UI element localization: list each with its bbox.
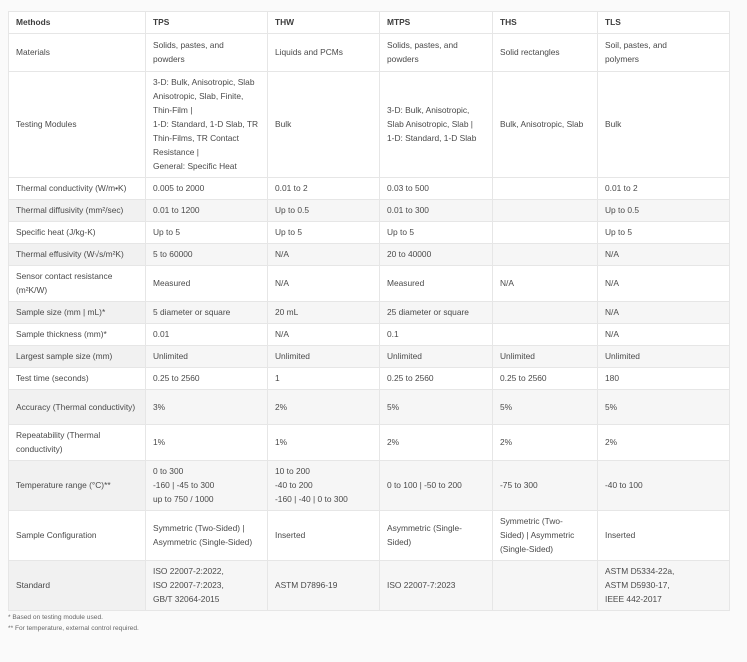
cell-line: 0.01 to 2 (605, 183, 638, 193)
cell-line: N/A (605, 249, 619, 259)
row-label: Thermal diffusivity (mm²/sec) (9, 200, 146, 222)
cell-tls (598, 200, 730, 222)
cell-line: Symmetric (Two- (500, 516, 563, 526)
cell-line: 1-D: Standard, 1-D Slab (387, 133, 477, 143)
cell-line: Sided) (387, 537, 412, 547)
cell-ths (493, 368, 598, 390)
table-row (9, 425, 730, 461)
cell-line: -40 to 200 (275, 480, 313, 490)
cell-line: Unlimited (387, 351, 422, 361)
cell-thw (268, 302, 380, 324)
cell-line: Unlimited (500, 351, 535, 361)
cell-mtps (380, 511, 493, 561)
cell-tps (146, 72, 268, 178)
table-row (9, 561, 730, 611)
cell-line: N/A (500, 278, 514, 288)
cell-ths (493, 561, 598, 611)
cell-tls (598, 244, 730, 266)
cell-ths (493, 200, 598, 222)
cell-tps (146, 561, 268, 611)
cell-line: 5 diameter or square (153, 307, 231, 317)
header-tps: TPS (146, 12, 268, 34)
cell-line: 25 diameter or square (387, 307, 469, 317)
table-row (9, 461, 730, 511)
cell-tps (146, 302, 268, 324)
cell-line: 2% (387, 437, 400, 447)
cell-line: 1% (153, 437, 166, 447)
cell-line: 0.01 to 1200 (153, 205, 200, 215)
cell-mtps (380, 266, 493, 302)
cell-ths (493, 324, 598, 346)
cell-line: powders (153, 54, 185, 64)
cell-line: Up to 5 (153, 227, 181, 237)
cell-ths (493, 72, 598, 178)
methods-comparison-table (8, 11, 730, 611)
cell-line: 3-D: Bulk, Anisotropic, Slab (153, 77, 255, 87)
table-row (9, 178, 730, 200)
cell-line: 1% (275, 437, 288, 447)
cell-tls (598, 461, 730, 511)
cell-line: 20 mL (275, 307, 299, 317)
cell-line: ISO 22007-7:2023, (153, 580, 224, 590)
cell-line: Solids, pastes, and (153, 40, 224, 50)
cell-mtps (380, 200, 493, 222)
table-row (9, 200, 730, 222)
cell-tls (598, 425, 730, 461)
table-row (9, 72, 730, 178)
cell-mtps (380, 302, 493, 324)
cell-line: 0.03 to 500 (387, 183, 429, 193)
cell-tls (598, 368, 730, 390)
row-label: Repeatability (Thermal conductivity) (9, 425, 146, 461)
row-label: Sample Configuration (9, 511, 146, 561)
cell-line: 3-D: Bulk, Anisotropic, (387, 105, 470, 115)
cell-tps (146, 178, 268, 200)
cell-line: 2% (275, 401, 288, 412)
cell-line: 1 (275, 373, 280, 383)
cell-line: Bulk (275, 119, 292, 129)
cell-tls (598, 302, 730, 324)
table-row (9, 511, 730, 561)
cell-line: N/A (605, 278, 619, 288)
cell-tps (146, 266, 268, 302)
cell-mtps (380, 222, 493, 244)
cell-tls (598, 561, 730, 611)
cell-line: Sided) | Asymmetric (500, 530, 575, 540)
header-ths: THS (493, 12, 598, 34)
cell-line: 0.01 to 300 (387, 205, 429, 215)
cell-ths (493, 425, 598, 461)
cell-ths (493, 178, 598, 200)
cell-thw (268, 368, 380, 390)
cell-line: N/A (275, 329, 289, 339)
row-label: Sample size (mm | mL)* (9, 302, 146, 324)
row-label: Standard (9, 561, 146, 611)
cell-line: N/A (275, 278, 289, 288)
cell-line: 0.25 to 2560 (387, 373, 434, 383)
cell-line: Measured (387, 278, 425, 288)
cell-tls (598, 346, 730, 368)
cell-thw (268, 266, 380, 302)
cell-tps (146, 390, 268, 425)
cell-line: Up to 0.5 (275, 205, 309, 215)
cell-line: -160 | -45 to 300 (153, 480, 215, 490)
cell-line: 0 to 300 (153, 466, 184, 476)
comparison-table-container (8, 11, 729, 611)
cell-tps (146, 368, 268, 390)
cell-line: Asymmetric (Single- (387, 523, 462, 533)
cell-ths (493, 390, 598, 425)
cell-line: 5% (500, 401, 513, 412)
cell-tps (146, 346, 268, 368)
cell-line: Slab Anisotropic, Slab | (387, 119, 473, 129)
cell-tps (146, 511, 268, 561)
cell-thw (268, 200, 380, 222)
row-label: Thermal conductivity (W/m•K) (9, 178, 146, 200)
cell-thw (268, 561, 380, 611)
header-row (9, 12, 730, 34)
cell-mtps (380, 390, 493, 425)
cell-line: Anisotropic, Slab, Finite, (153, 91, 244, 101)
cell-line: Unlimited (153, 351, 188, 361)
cell-line: -160 | -40 | 0 to 300 (275, 494, 348, 504)
table-row (9, 34, 730, 72)
cell-thw (268, 34, 380, 72)
cell-tls (598, 324, 730, 346)
cell-line: Bulk, Anisotropic, Slab (500, 119, 584, 129)
table-row (9, 222, 730, 244)
cell-line: ISO 22007-2:2022, (153, 566, 224, 576)
row-label: Sample thickness (mm)* (9, 324, 146, 346)
cell-line: Symmetric (Two-Sided) | (153, 523, 245, 533)
cell-mtps (380, 561, 493, 611)
cell-thw (268, 72, 380, 178)
cell-mtps (380, 425, 493, 461)
cell-mtps (380, 368, 493, 390)
cell-ths (493, 511, 598, 561)
cell-tls (598, 266, 730, 302)
cell-line: Unlimited (605, 351, 640, 361)
cell-line: ISO 22007-7:2023 (387, 580, 456, 590)
cell-line: General: Specific Heat (153, 161, 237, 171)
cell-thw (268, 222, 380, 244)
cell-thw (268, 511, 380, 561)
cell-line: 20 to 40000 (387, 249, 432, 259)
header-mtps: MTPS (380, 12, 493, 34)
cell-ths (493, 222, 598, 244)
cell-thw (268, 461, 380, 511)
cell-line: ASTM D5930-17, (605, 580, 670, 590)
cell-mtps (380, 72, 493, 178)
cell-tps (146, 324, 268, 346)
cell-line: 5% (387, 401, 400, 412)
row-label: Materials (9, 34, 146, 72)
row-label: Sensor contact resistance (m²K/W) (9, 266, 146, 302)
cell-line: ASTM D7896-19 (275, 580, 338, 590)
cell-ths (493, 266, 598, 302)
cell-line: Resistance | (153, 147, 199, 157)
cell-line: 0.005 to 2000 (153, 183, 205, 193)
cell-mtps (380, 244, 493, 266)
cell-line: Solid rectangles (500, 47, 560, 57)
cell-tls (598, 178, 730, 200)
cell-tps (146, 34, 268, 72)
cell-thw (268, 346, 380, 368)
table-row (9, 302, 730, 324)
row-label: Thermal effusivity (W√s/m²K) (9, 244, 146, 266)
cell-line: Thin-Films, TR Contact (153, 133, 239, 143)
cell-tls (598, 390, 730, 425)
row-label: Test time (seconds) (9, 368, 146, 390)
cell-tls (598, 34, 730, 72)
cell-line: Up to 5 (605, 227, 633, 237)
cell-line: 0 to 100 | -50 to 200 (387, 480, 462, 490)
cell-tps (146, 461, 268, 511)
cell-line: 2% (605, 437, 618, 447)
cell-ths (493, 461, 598, 511)
cell-line: 2% (500, 437, 513, 447)
cell-mtps (380, 324, 493, 346)
cell-line: Solids, pastes, and (387, 40, 458, 50)
header-thw: THW (268, 12, 380, 34)
cell-line: -40 to 100 (605, 480, 643, 490)
row-label: Largest sample size (mm) (9, 346, 146, 368)
cell-thw (268, 425, 380, 461)
cell-line: -75 to 300 (500, 480, 538, 490)
cell-line: IEEE 442-2017 (605, 594, 662, 604)
cell-line: 0.01 (153, 329, 170, 339)
table-row (9, 346, 730, 368)
footnote-temperature: ** For temperature, external control required. (8, 625, 139, 632)
cell-tls (598, 72, 730, 178)
cell-line: powders (387, 54, 419, 64)
cell-line: Up to 5 (387, 227, 415, 237)
cell-line: N/A (275, 249, 289, 259)
row-label: Specific heat (J/kg-K) (9, 222, 146, 244)
cell-mtps (380, 178, 493, 200)
table-row (9, 324, 730, 346)
cell-thw (268, 390, 380, 425)
cell-line: Up to 5 (275, 227, 303, 237)
cell-mtps (380, 461, 493, 511)
table-row (9, 266, 730, 302)
cell-line: 0.01 to 2 (275, 183, 308, 193)
cell-line: Asymmetric (Single-Sided) (153, 537, 253, 547)
cell-tls (598, 511, 730, 561)
cell-line: Liquids and PCMs (275, 47, 343, 57)
cell-line: 0.25 to 2560 (500, 373, 547, 383)
cell-ths (493, 34, 598, 72)
table-row (9, 368, 730, 390)
footnote-sample: * Based on testing module used. (8, 614, 103, 621)
cell-line: 10 to 200 (275, 466, 310, 476)
cell-line: 0.1 (387, 329, 399, 339)
cell-line: Bulk (605, 119, 622, 129)
header-tls: TLS (598, 12, 730, 34)
cell-line: Thin-Film | (153, 105, 193, 115)
cell-ths (493, 346, 598, 368)
cell-tps (146, 425, 268, 461)
row-label: Temperature range (°C)** (9, 461, 146, 511)
cell-line: ASTM D5334-22a, (605, 566, 675, 576)
cell-thw (268, 244, 380, 266)
cell-ths (493, 302, 598, 324)
cell-ths (493, 244, 598, 266)
cell-line: Measured (153, 278, 191, 288)
cell-line: N/A (605, 307, 619, 317)
table-row (9, 390, 730, 425)
cell-tls (598, 222, 730, 244)
table-row (9, 244, 730, 266)
row-label: Testing Modules (9, 72, 146, 178)
cell-tps (146, 200, 268, 222)
cell-line: 180 (605, 373, 619, 383)
cell-line: Soil, pastes, and (605, 40, 667, 50)
cell-tps (146, 244, 268, 266)
cell-mtps (380, 346, 493, 368)
row-label: Accuracy (Thermal conductivity) (9, 390, 146, 425)
cell-tps (146, 222, 268, 244)
cell-line: Up to 0.5 (605, 205, 639, 215)
cell-line: 5 to 60000 (153, 249, 193, 259)
cell-line: Inserted (605, 530, 636, 540)
cell-line: Inserted (275, 530, 306, 540)
cell-line: (Single-Sided) (500, 544, 554, 554)
cell-line: up to 750 / 1000 (153, 494, 214, 504)
cell-line: 0.25 to 2560 (153, 373, 200, 383)
cell-line: 5% (605, 401, 618, 412)
cell-mtps (380, 34, 493, 72)
cell-line: 1-D: Standard, 1-D Slab, TR (153, 119, 259, 129)
cell-thw (268, 178, 380, 200)
cell-line: polymers (605, 54, 639, 64)
header-methods: Methods (9, 12, 146, 34)
footnotes (8, 612, 139, 634)
cell-line: Unlimited (275, 351, 310, 361)
cell-line: 3% (153, 401, 166, 412)
cell-line: N/A (605, 329, 619, 339)
cell-thw (268, 324, 380, 346)
cell-line: GB/T 32064-2015 (153, 594, 220, 604)
